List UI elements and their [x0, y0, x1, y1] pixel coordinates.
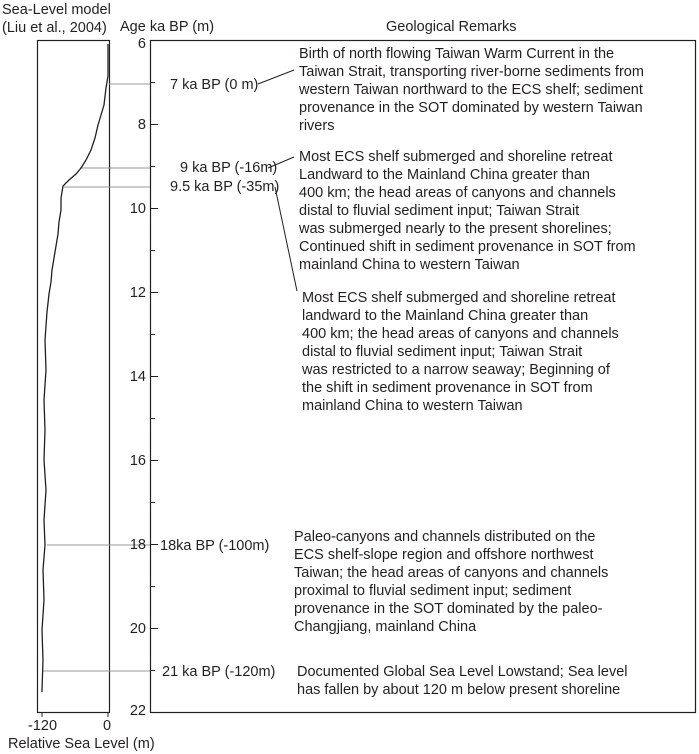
x-tick-label-minus120: -120	[28, 718, 58, 734]
y-tick-label-20: 20	[129, 621, 146, 637]
remark-9ka: Most ECS shelf submerged and shoreline retreat Landward to the Mainland China greater than 400 km; the head areas of canyons and channels distal to fluvial sediment input; Taiwan Strait was submerged nearly to the present shorelines; Continued shift in sediment provenance in SOT from mainland China to western Taiwan	[299, 149, 636, 273]
y-tick-label-6: 6	[137, 36, 146, 52]
model-title-line1: Sea-Level model	[2, 2, 111, 18]
sea-level-curve	[42, 44, 108, 692]
y-tick-label-12: 12	[129, 285, 146, 301]
model-title-line2: (Liu et al., 2004)	[2, 20, 107, 36]
x-tick-label-0: 0	[103, 718, 112, 734]
y-tick-label-14: 14	[129, 369, 146, 385]
age-column-header: Age ka BP (m)	[120, 19, 215, 35]
remark-7ka: Birth of north flowing Taiwan Warm Current in the Taiwan Strait, transporting river-borne sediments from western Taiwan northward to the ECS shelf; sediment provenance in the SOT dominated by western Taiwan rivers	[299, 46, 644, 134]
connector-9-5ka	[275, 187, 297, 291]
y-tick-label-10: 10	[129, 201, 146, 217]
remark-18ka: Paleo-canyons and channels distributed on the ECS shelf-slope region and offshore northwest Taiwan; the head areas of canyons and channels proximal to fluvial sediment input; sediment provenance in the SOT dominated by the paleo- Changjiang, mainland China	[294, 529, 609, 635]
y-tick-label-16: 16	[129, 453, 146, 469]
y-tick-label-18: 18	[129, 537, 146, 553]
connector-7ka	[258, 70, 294, 84]
event-label-9ka: 9 ka BP (-16m)	[180, 160, 278, 176]
x-axis-title: Relative Sea Level (m)	[8, 736, 155, 752]
event-label-7ka: 7 ka BP (0 m)	[170, 77, 259, 93]
remarks-column-header: Geological Remarks	[386, 19, 517, 35]
y-tick-label-8: 8	[137, 117, 146, 133]
sea-level-panel-frame	[38, 41, 110, 713]
event-label-21ka: 21 ka BP (-120m)	[162, 664, 276, 680]
event-label-9-5ka: 9.5 ka BP (-35m)	[170, 179, 280, 195]
y-tick-label-22: 22	[129, 703, 146, 719]
y-axis-ticks	[150, 41, 158, 713]
event-label-18ka: 18ka BP (-100m)	[160, 538, 270, 554]
remark-21ka: Documented Global Sea Level Lowstand; Sea level has fallen by about 120 m below present shoreline	[297, 664, 628, 698]
remark-9-5ka: Most ECS shelf submerged and shoreline retreat landward to the Mainland China greater than 400 km; the head areas of canyons and channels distal to fluvial sediment input; Taiwan Strait was restricted to a narrow seaway; Beginning of the shift in sediment provenance in SOT from mainland China to western Taiwan	[302, 290, 619, 414]
